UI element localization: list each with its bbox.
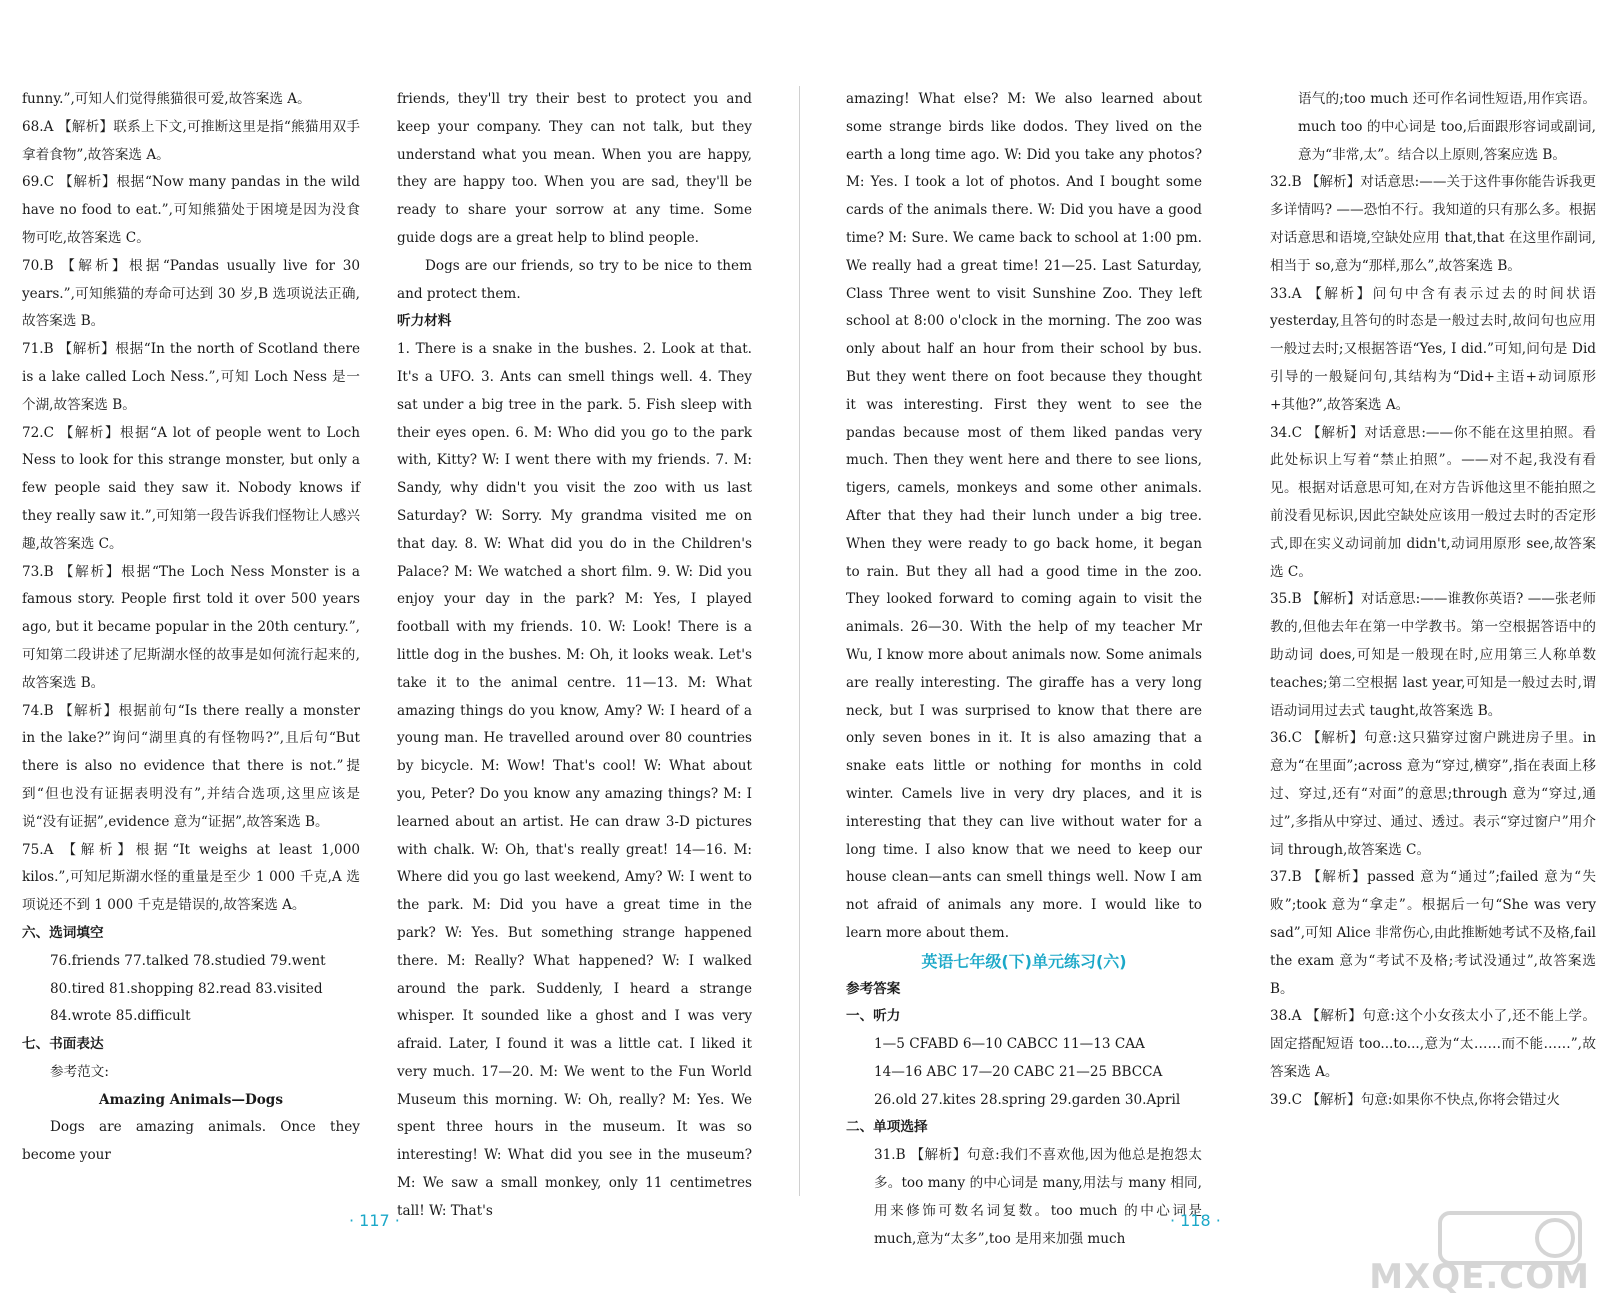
choice-section-heading: 二、单项选择 (846, 1119, 928, 1136)
page-gutter (799, 86, 800, 1196)
page117-column2 (397, 86, 752, 1219)
listening-heading: 听力材料 (397, 313, 452, 330)
page118-column2 (1270, 86, 1596, 1196)
watermark-logo (1360, 1207, 1590, 1297)
section6-row: 80.tired 81.shopping 82.read 83.visited (50, 980, 323, 997)
answer-36: 36.C 【解析】句意:这只猫穿过窗户跳进房子里。in 意为“在里面”;across 意为“穿过,横穿”,指在表面上移过、穿过,还有“对面”的意思;through 意为“穿过,通过”,多指从中穿过、通过、透过。表示“穿过窗户”用介词 through,故答案选 C。 (1270, 730, 1596, 858)
answer-71: 71.B 【解析】根据“In the north of Scotland there is a lake called Loch Ness.”,可知 Loch Ness 是一个湖,故答案选 B。 (22, 341, 360, 413)
answer-74: 74.B 【解析】根据前句“Is there really a monster in the lake?”询问“湖里真的有怪物吗?”,且后句“But there is also no evidence that there is not.”提到“但也没有证据表明没有”,并结合选项,这里应该是说“没有证据”,evidence 意为“证据”,故答案选 B。 (22, 702, 360, 830)
essay-paragraph-start: Dogs are amazing animals. Once they become your (22, 1119, 360, 1164)
page-number-117: · 117 · (349, 1211, 400, 1230)
listening-transcript: 1. There is a snake in the bushes. 2. Look at that. It's a UFO. 3. Ants can smell things well. 4. They sat under a big tree in the park. 5. Fish sleep with their eyes open. 6. M: Who did you go to the park with, Kitty? W: I went there with my friends. 7. M: Sandy, why didn't you visit the zoo with us last Saturday? W: Sorry. My grandma visited me on that day. 8. W: What did you do in the Children's Palace? M: We watched a short film. 9. W: Did you enjoy your day in the park? M: Yes, I played football with my friends. 10. W: Look! There is a little dog in the bushes. M: Oh, it looks weak. Let's take it to the animal centre. 11—13. M: What amazing things do you know, Amy? W: I heard of a young man. He travelled around over 80 countries by bicycle. M: Wow! That's cool! W: What about you, Peter? Do you know any amazing things? M: I learned about an artist. He can draw 3-D pictures with chalk. W: Oh, that's really great! 14—16. M: Where did you go last weekend, Amy? W: I went to the park. M: Did you have a great time in the park? W: Yes. But something strange happened there. M: Really? What happened? W: I walked around the park. Suddenly, I heard a strange whisper. It sounded like a ghost and I was very afraid. Later, I found it was a little cat. I liked it very much. 17—20. M: We went to the Fun World Museum this morning. W: Oh, really? M: Yes. We spent three hours in the museum. It was so interesting! W: What did you see in the museum? M: We saw a small monkey, only 11 centimetres tall! W: That's (397, 341, 752, 1219)
section6-row: 76.friends 77.talked 78.studied 79.went (50, 952, 326, 969)
answer-67-tail: funny.”,可知人们觉得熊猫很可爱,故答案选 A。 (22, 91, 311, 107)
answer-69: 69.C 【解析】根据“Now many pandas in the wild have no food to eat.”,可知熊猫处于困境是因为没食物可吃,故答案选 C。 (22, 174, 360, 246)
answer-75: 75.A 【解析】根据“It weighs at least 1,000 kilos.”,可知尼斯湖水怪的重量是至少 1 000 千克,A 选项说还不到 1 000 千克是错误的,故答案选 A。 (22, 841, 360, 914)
answer-70: 70.B 【解析】根据“Pandas usually live for 30 years.”,可知熊猫的寿命可达到 30 岁,B 选项说法正确,故答案选 B。 (22, 257, 360, 330)
listening-section-heading: 一、听力 (846, 1008, 901, 1025)
answer-38: 38.A 【解析】句意:这个小女孩太小了,还不能上学。固定搭配短语 too...to...,意为“太……而不能……”,故答案选 A。 (1270, 1008, 1596, 1080)
answer-33: 33.A 【解析】问句中含有表示过去的时间状语 yesterday,且答句的时态是一般过去时,故问句也应用一般过去时;又根据答语“Yes, I did.”可知,问句是 Did 引导的一般疑问句,其结构为“Did+主语+动词原形+其他?”,故答案选 A。 (1270, 285, 1596, 413)
section7-heading: 七、书面表达 (22, 1036, 104, 1053)
essay-paragraph-2: Dogs are our friends, so try to be nice to them and protect them. (397, 257, 752, 302)
answer-35: 35.B 【解析】对话意思:——谁教你英语? ——张老师教的,但他去年在第一中学教书。第一空根据答语中的助动词 does,可知是一般现在时,应用第三人称单数 teaches;第二空根据 last year,可知是一般过去时,谓语动词用过去式 taught,故答案选 B。 (1270, 591, 1596, 719)
listening-answer-row: 1—5 CFABD 6—10 CABCC 11—13 CAA (874, 1036, 1145, 1053)
answer-37: 37.B 【解析】passed 意为“通过”;failed 意为“失败”;took 意为“拿走”。根据后一句“She was very sad”,可知 Alice 非常伤心,由此推断她考试不及格,fail the exam 意为“考试不及格;考试没通过”,故答案选 B。 (1270, 869, 1596, 997)
answers-heading: 参考答案 (846, 980, 901, 997)
answer-34: 34.C 【解析】对话意思:——你不能在这里拍照。看此处标识上写着“禁止拍照”。——对不起,我没有看见。根据对话意思可知,在对方告诉他这里不能拍照之前没看见标识,因此空缺处应该用一般过去时的否定形式,即在实义动词前加 didn't,动词用原形 see,故答案选 C。 (1270, 424, 1596, 580)
listening-answer-row: 14—16 ABC 17—20 CABC 21—25 BBCCA (874, 1063, 1163, 1080)
section6-heading: 六、选词填空 (22, 924, 104, 941)
answer-32: 32.B 【解析】对话意思:——关于这件事你能告诉我更多详情吗? ——恐怕不行。我知道的只有那么多。根据对话意思和语境,空缺处应用 that,that 在这里作副词,相当于 so,意为“那样,那么”,故答案选 B。 (1270, 174, 1596, 274)
answer-72: 72.C 【解析】根据“A lot of people went to Loch Ness to look for this strange monster, but only a few people said they saw it. Nobody knows if they really saw it.”,可知第一段告诉我们怪物让人感兴趣,故答案选 C。 (22, 424, 360, 552)
section6-row: 84.wrote 85.difficult (50, 1008, 191, 1025)
answer-31-continued: 语气的;too much 还可作名词性短语,用作宾语。much too 的中心词是 too,后面跟形容词或副词,意为“非常,太”。结合以上原则,答案应选 B。 (1298, 91, 1596, 163)
sample-label: 参考范文: (50, 1063, 109, 1080)
listening-transcript-continued: amazing! What else? M: We also learned about some strange birds like dodos. They lived on the earth a long time ago. W: Did you take any photos? M: Yes. I took a lot of photos. And I bought some cards of the animals there. W: Did you have a good time? M: Sure. We came back to school at 1:00 pm. We really had a great time! 21—25. Last Saturday, Class Three went to visit Sunshine Zoo. They left school at 8:00 o'clock in the morning. The zoo was only about half an hour from their school by bus. But they went there on foot because they thought it was interesting. First they went to see the pandas because most of them liked pandas very much. Then they went here and there to see lions, tigers, camels, monkeys and some other animals. After that they had their lunch under a big tree. When they were ready to go back home, it began to rain. But they all had a good time in the zoo. They looked forward to coming again to visit the animals. 26—30. With the help of my teacher Mr Wu, I know more about animals now. Some animals are really interesting. The giraffe has a very long neck, but I was surprised to know that there are only seven bones in it. It is also amazing that a snake eats little or nothing for months in cold winter. Camels live in very dry places, and it is interesting that they can live without water for a long time. I also know that we need to keep our house clean—ants can smell things well. Now I am not afraid of animals any more. I would like to learn more about them. (846, 91, 1202, 941)
answer-39-start: 39.C 【解析】句意:如果你不快点,你将会错过火 (1270, 1091, 1560, 1108)
watermark-text: MXQE.COM (1369, 1257, 1590, 1297)
answer-73: 73.B 【解析】根据“The Loch Ness Monster is a famous story. People first told it over 500 years ago, but it became popular in the 20th century.”,可知第二段讲述了尼斯湖水怪的故事是如何流行起来的,故答案选 B。 (22, 563, 360, 691)
page117-column1 (22, 86, 360, 1196)
essay-title: Amazing Animals—Dogs (99, 1091, 283, 1108)
page-number-118: · 118 · (1170, 1211, 1221, 1230)
essay-continued: friends, they'll try their best to protect you and keep your company. They can not talk, but they understand what you mean. When you are happy, they are happy too. When you are sad, they'll be ready to share your sorrow at any time. Some guide dogs are a great help to blind people. (397, 91, 752, 246)
listening-answer-row: 26.old 27.kites 28.spring 29.garden 30.April (874, 1091, 1181, 1108)
answer-68: 68.A 【解析】联系上下文,可推断这里是指“熊猫用双手拿着食物”,故答案选 A。 (22, 118, 360, 163)
answer-31: 31.B 【解析】句意:我们不喜欢他,因为他总是抱怨太多。too many 的中心词是 many,用法与 many 相同,用来修饰可数名词复数。too much 的中心词是 much,意为“太多”,too 是用来加强 much (874, 1147, 1202, 1247)
unit-title: 英语七年级(下)单元练习(六) (921, 951, 1127, 971)
